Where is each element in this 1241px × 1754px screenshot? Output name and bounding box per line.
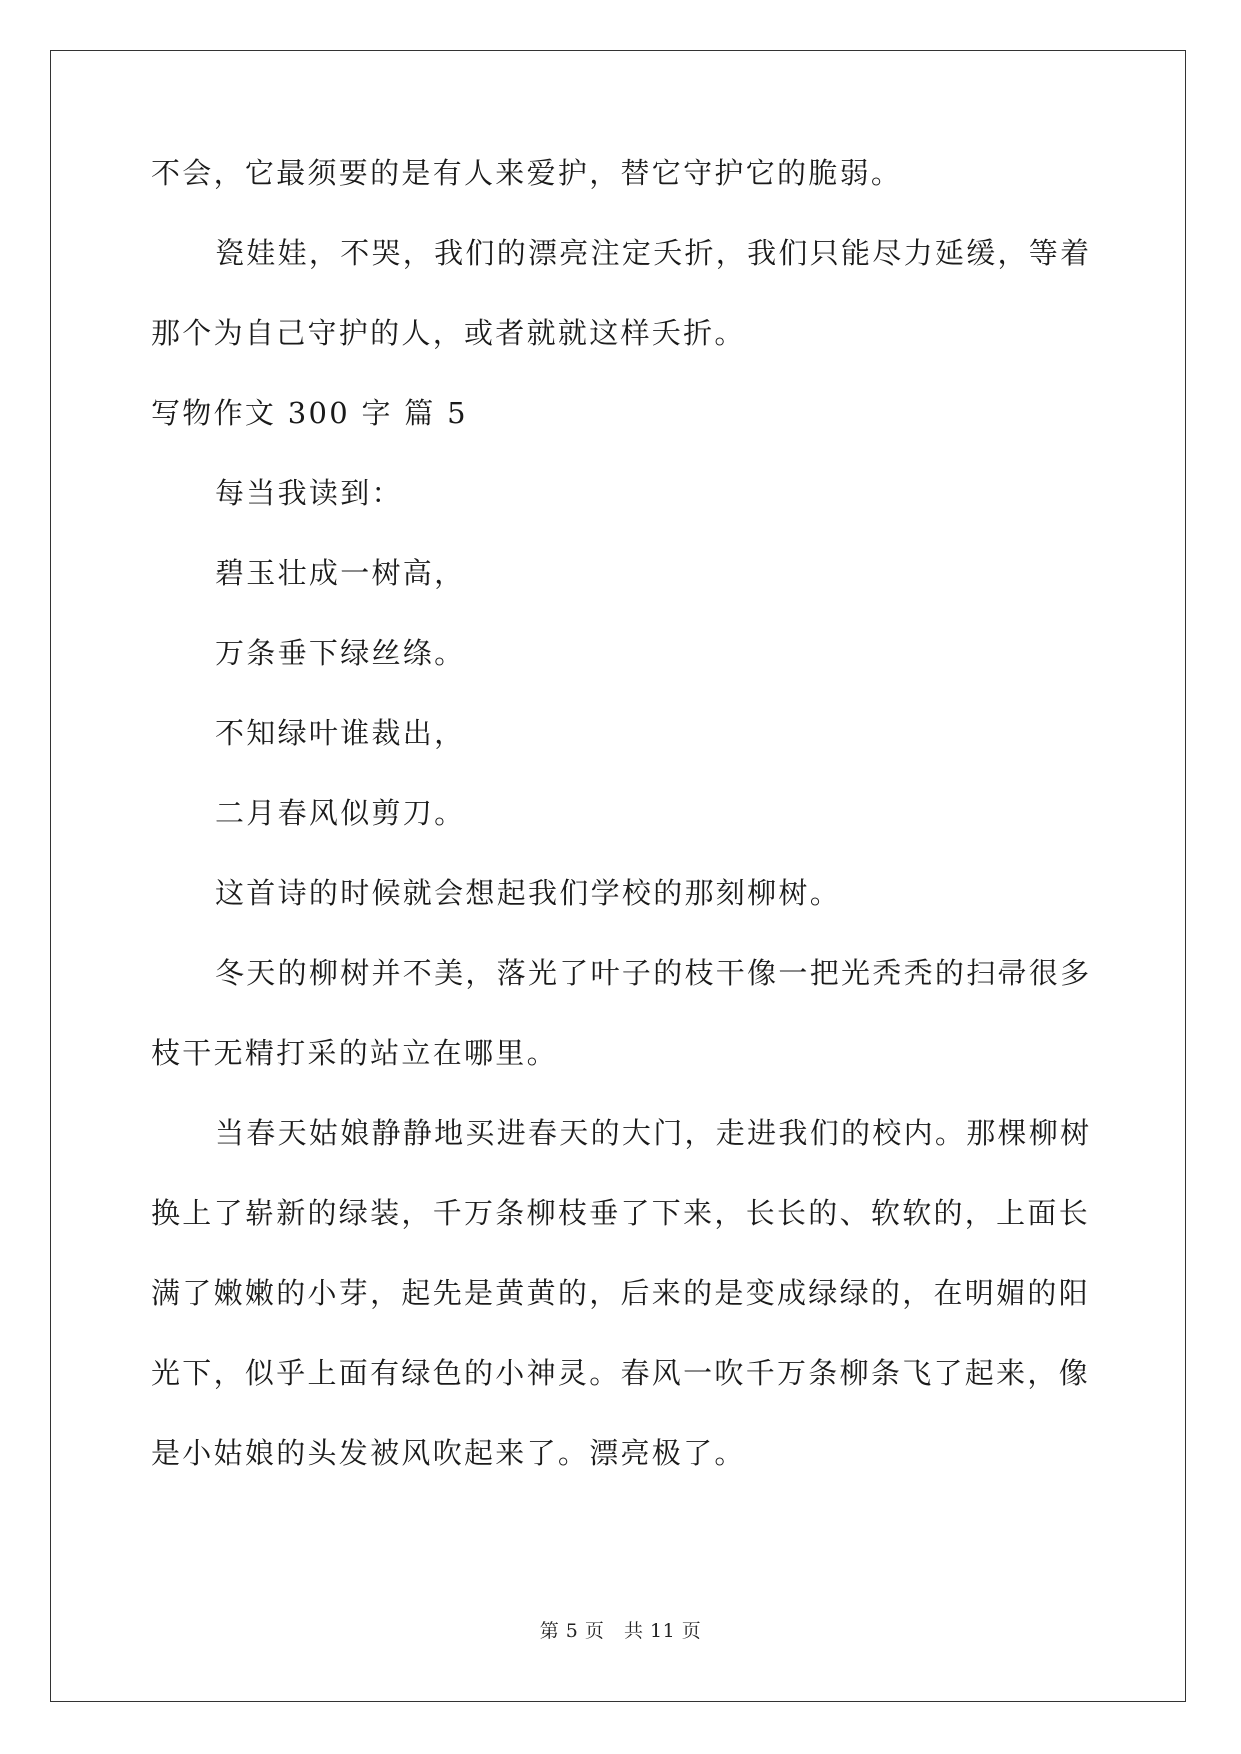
text-line: 那个为自己守护的人，或者就就这样夭折。: [151, 316, 746, 350]
text-line: 每当我读到：: [215, 476, 403, 510]
text-line: 瓷娃娃，不哭，我们的漂亮注定夭折，我们只能尽力延缓，等着: [215, 236, 1092, 270]
poem-line: 碧玉壮成一树高，: [215, 556, 466, 590]
page-number-footer: 第 5 页 共 11 页: [539, 1620, 702, 1642]
text-line: 换上了崭新的绿装，千万条柳枝垂了下来，长长的、软软的，上面长: [151, 1196, 1091, 1230]
text-line: 不会，它最须要的是有人来爱护，替它守护它的脆弱。: [151, 156, 903, 190]
text-line: 光下，似乎上面有绿色的小神灵。春风一吹千万条柳条飞了起来，像: [151, 1356, 1091, 1390]
text-line: 这首诗的时候就会想起我们学校的那刻柳树。: [215, 876, 842, 910]
poem-line: 万条垂下绿丝绦。: [215, 636, 466, 670]
text-line: 枝干无精打采的站立在哪里。: [151, 1036, 558, 1070]
text-line: 冬天的柳树并不美，落光了叶子的枝干像一把光秃秃的扫帚很多: [215, 956, 1092, 990]
document-body: [151, 157, 1091, 1517]
section-heading: 写物作文 300 字 篇 5: [151, 396, 468, 430]
text-line: 当春天姑娘静静地买进春天的大门，走进我们的校内。那棵柳树: [215, 1116, 1092, 1150]
poem-line: 二月春风似剪刀。: [215, 796, 466, 830]
text-line: 是小姑娘的头发被风吹起来了。漂亮极了。: [151, 1436, 746, 1470]
text-line: 满了嫩嫩的小芽，起先是黄黄的，后来的是变成绿绿的，在明媚的阳: [151, 1276, 1091, 1310]
poem-line: 不知绿叶谁裁出，: [215, 716, 466, 750]
